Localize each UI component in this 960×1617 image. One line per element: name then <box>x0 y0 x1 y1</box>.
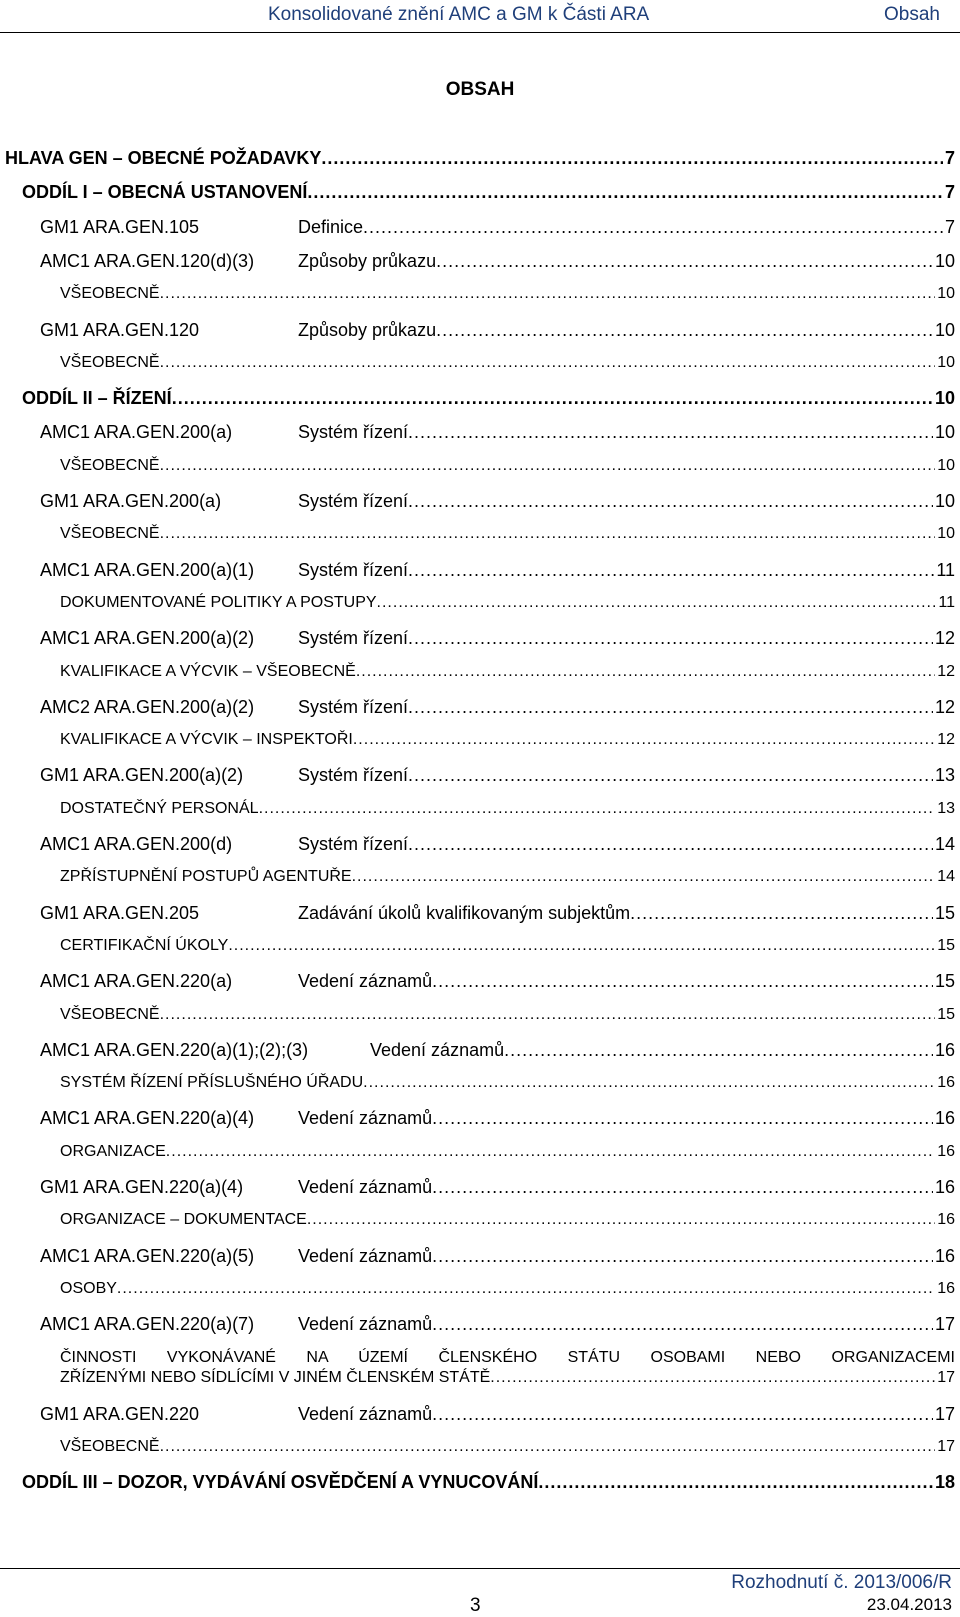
toc-page-number: 13 <box>934 765 955 786</box>
toc-entry-title: Vedení záznamů <box>298 1108 433 1129</box>
toc-entry-code: GM1 ARA.GEN.220(a)(4) <box>40 1177 298 1198</box>
toc-entry[interactable] <box>0 354 960 378</box>
toc-entry-title: ODDÍL I – OBECNÁ USTANOVENÍ <box>22 182 308 203</box>
toc-entry-title-line1: ČINNOSTI VYKONÁVANÉ NA ÚZEMÍ ČLENSKÉHO STÁTU OSOBAMI NEBO ORGANIZACEMI <box>60 1348 955 1366</box>
footer-page-number: 3 <box>470 1595 481 1616</box>
toc-section-heading[interactable] <box>0 1472 960 1496</box>
dot-leader <box>117 1280 935 1298</box>
toc-page-number: 12 <box>934 628 955 649</box>
dot-leader <box>490 1369 937 1387</box>
toc-page-number: 10 <box>937 456 955 474</box>
toc-entry[interactable] <box>0 525 960 549</box>
dot-leader <box>432 1177 933 1198</box>
toc-entry-title: ORGANIZACE – DOKUMENTACE <box>60 1211 307 1229</box>
toc-entry-title: VŠEOBECNĚ <box>60 1005 160 1023</box>
toc-entry-title: VŠEOBECNĚ <box>60 456 160 474</box>
toc-entry-code: GM1 ARA.GEN.205 <box>40 903 298 924</box>
dot-leader <box>160 1438 936 1456</box>
toc-entry-title: Systém řízení <box>298 765 409 786</box>
dot-leader <box>307 1211 935 1229</box>
dot-leader <box>538 1472 933 1493</box>
dot-leader <box>377 594 937 612</box>
dot-leader <box>172 388 933 409</box>
toc-entry-title: Vedení záznamů <box>370 1039 505 1060</box>
toc-entry[interactable] <box>0 1143 960 1167</box>
dot-leader <box>356 663 935 681</box>
dot-leader <box>408 834 933 855</box>
toc-entry[interactable] <box>0 560 960 584</box>
toc-page-number: 10 <box>934 388 955 409</box>
toc-page-number: 16 <box>934 1177 955 1197</box>
toc-page-number: 16 <box>937 1142 955 1160</box>
toc-entry[interactable] <box>0 1438 960 1462</box>
dot-leader <box>436 251 933 272</box>
dot-leader <box>408 422 933 443</box>
dot-leader <box>160 1006 936 1024</box>
toc-entry[interactable] <box>0 1006 960 1030</box>
toc-page-number: 10 <box>937 525 955 543</box>
toc-page-number: 14 <box>934 834 955 854</box>
toc-entry-code: AMC1 ARA.GEN.220(a)(1);(2);(3) <box>40 1040 370 1061</box>
toc-page-number: 10 <box>934 250 955 271</box>
toc-entry-code: AMC1 ARA.GEN.200(a)(2) <box>40 628 298 649</box>
toc-section-heading[interactable] <box>0 388 960 412</box>
toc-page-number: 10 <box>934 319 955 340</box>
page-title: OBSAH <box>445 79 515 100</box>
dot-leader <box>432 1108 933 1129</box>
toc-entry-title: Zadávání úkolů kvalifikovaným subjektům <box>298 902 631 923</box>
toc-page-number: 7 <box>944 148 955 168</box>
toc-page-number: 12 <box>937 731 955 749</box>
toc-entry[interactable] <box>0 1314 960 1338</box>
toc-page-number: 12 <box>934 696 955 717</box>
toc-page-number: 10 <box>934 491 955 511</box>
toc-entry-title: CERTIFIKAČNÍ ÚKOLY <box>60 936 229 954</box>
toc-entry-title: SYSTÉM ŘÍZENÍ PŘÍSLUŠNÉHO ÚŘADU <box>60 1074 364 1092</box>
toc-entry-code: AMC1 ARA.GEN.220(a)(7) <box>40 1314 298 1335</box>
toc-entry-title: Systém řízení <box>298 491 409 511</box>
toc-entry[interactable] <box>0 628 960 652</box>
dot-leader <box>408 560 934 581</box>
toc-entry[interactable] <box>0 1040 960 1064</box>
toc-entry-code: GM1 ARA.GEN.120 <box>40 320 298 341</box>
toc-entry-code: AMC1 ARA.GEN.200(a) <box>40 422 298 443</box>
toc-entry-code: AMC1 ARA.GEN.120(d)(3) <box>40 251 298 272</box>
dot-leader <box>630 903 933 924</box>
toc-section-heading[interactable] <box>0 182 960 206</box>
toc-page-number: 15 <box>934 902 955 923</box>
toc-entry[interactable] <box>0 663 960 687</box>
toc-entry-title: Způsoby průkazu <box>298 319 437 340</box>
toc-entry[interactable] <box>0 1211 960 1235</box>
toc-entry-title: Vedení záznamů <box>298 971 433 992</box>
toc-page-number: 10 <box>937 353 955 371</box>
toc-entry[interactable] <box>0 1404 960 1428</box>
toc-entry[interactable] <box>0 937 960 961</box>
toc-entry[interactable] <box>0 1108 960 1132</box>
toc-entry-code: AMC1 ARA.GEN.220(a)(5) <box>40 1246 298 1267</box>
dot-leader <box>160 354 936 372</box>
toc-entry-code: AMC1 ARA.GEN.200(a)(1) <box>40 560 298 581</box>
toc-entry-code: AMC1 ARA.GEN.200(d) <box>40 834 298 855</box>
dot-leader <box>160 285 936 303</box>
toc-page-number: 17 <box>937 1438 955 1456</box>
toc-entry-title: Systém řízení <box>298 422 409 443</box>
dot-leader <box>408 697 933 718</box>
toc-page-number: 16 <box>934 1245 955 1266</box>
dot-leader <box>166 1143 935 1161</box>
dot-leader <box>432 1404 933 1425</box>
toc-entry[interactable] <box>0 422 960 446</box>
toc-entry-title: Způsoby průkazu <box>298 250 437 271</box>
toc-entry-title: Vedení záznamů <box>298 1245 433 1266</box>
toc-entry-title: Vedení záznamů <box>298 1403 433 1424</box>
dot-leader <box>432 1246 933 1267</box>
toc-entry-title: ORGANIZACE <box>60 1142 166 1160</box>
toc-entry[interactable] <box>0 868 960 892</box>
toc-entry-title: VŠEOBECNĚ <box>60 1438 160 1456</box>
toc-entry-title: HLAVA GEN – OBECNÉ POŽADAVKY <box>5 148 322 168</box>
dot-leader <box>408 491 933 512</box>
toc-page-number: 15 <box>937 936 955 954</box>
toc-entry-code: AMC1 ARA.GEN.220(a) <box>40 971 298 992</box>
toc-entry-title: DOSTATEČNÝ PERSONÁL <box>60 799 259 817</box>
toc-entry-code: AMC2 ARA.GEN.200(a)(2) <box>40 697 298 718</box>
toc-entry-title: Systém řízení <box>298 834 409 854</box>
header-section-name: Obsah <box>884 4 940 25</box>
toc-page-number: 7 <box>944 182 955 203</box>
toc-page-number: 11 <box>938 593 955 611</box>
toc-entry-title: ODDÍL III – DOZOR, VYDÁVÁNÍ OSVĚDČENÍ A VYNUCOVÁNÍ <box>22 1472 539 1493</box>
toc-page-number: 7 <box>944 216 955 237</box>
toc-entry-title: KVALIFIKACE A VÝCVIK – INSPEKTOŘI <box>60 731 353 749</box>
toc-entry[interactable] <box>0 903 960 927</box>
dot-leader <box>228 937 935 955</box>
toc-entry[interactable] <box>0 765 960 789</box>
toc-page-number: 10 <box>937 285 955 303</box>
toc-entry-code: GM1 ARA.GEN.220 <box>40 1404 298 1425</box>
toc-page-number: 13 <box>937 799 955 817</box>
toc-page-number: 11 <box>936 559 955 580</box>
toc-entry-code: GM1 ARA.GEN.105 <box>40 217 298 238</box>
toc-entry[interactable] <box>0 285 960 309</box>
toc-entry-code: GM1 ARA.GEN.200(a)(2) <box>40 765 298 786</box>
toc-page-number: 16 <box>937 1074 955 1092</box>
toc-entry[interactable] <box>0 800 960 824</box>
toc-page-number: 17 <box>937 1368 955 1386</box>
toc-page-number: 16 <box>934 1108 955 1129</box>
toc-section-heading[interactable] <box>0 148 960 172</box>
toc-page-number: 17 <box>934 1314 955 1335</box>
toc-entry-title: VŠEOBECNĚ <box>60 285 160 303</box>
toc-entry-code: GM1 ARA.GEN.200(a) <box>40 491 298 512</box>
toc-entry-title: DOKUMENTOVANÉ POLITIKY A POSTUPY <box>60 593 377 611</box>
page-header <box>0 4 960 30</box>
toc-entry-title: Vedení záznamů <box>298 1177 433 1197</box>
toc-entry-title-line2: ZŘÍZENÝMI NEBO SÍDLÍCÍMI V JINÉM ČLENSKÉM STÁTĚ <box>60 1368 491 1386</box>
toc-page-number: 15 <box>937 1005 955 1023</box>
dot-leader <box>504 1040 933 1061</box>
toc-entry-title: Systém řízení <box>298 559 409 580</box>
toc-page-number: 18 <box>934 1472 955 1493</box>
toc-entry[interactable] <box>0 1349 960 1393</box>
dot-leader <box>160 457 936 475</box>
toc-page-number: 17 <box>934 1403 955 1424</box>
toc-entry-title: VŠEOBECNĚ <box>60 525 160 543</box>
toc-page-number: 16 <box>937 1211 955 1229</box>
dot-leader <box>432 1314 933 1335</box>
toc-entry-title: ZPŘÍSTUPNĚNÍ POSTUPŮ AGENTUŘE <box>60 868 352 886</box>
toc-entry-title: Systém řízení <box>298 696 409 717</box>
toc-entry[interactable] <box>0 1246 960 1270</box>
dot-leader <box>432 971 933 992</box>
footer-decision: Rozhodnutí č. 2013/006/R <box>731 1572 952 1593</box>
dot-leader <box>436 320 933 341</box>
toc-entry[interactable] <box>0 971 960 995</box>
toc-entry-title: KVALIFIKACE A VÝCVIK – VŠEOBECNĚ <box>60 662 356 680</box>
dot-leader <box>408 765 933 786</box>
toc-entry-title: ODDÍL II – ŘÍZENÍ <box>22 388 172 409</box>
toc-page-number: 12 <box>937 662 955 680</box>
dot-leader <box>408 628 933 649</box>
toc-entry[interactable] <box>0 731 960 755</box>
dot-leader <box>321 148 943 169</box>
toc-entry[interactable] <box>0 834 960 858</box>
toc-page-number: 16 <box>937 1279 955 1297</box>
toc-entry[interactable] <box>0 320 960 344</box>
toc-entry[interactable] <box>0 217 960 241</box>
toc-entry-title: Systém řízení <box>298 628 409 649</box>
toc-entry[interactable] <box>0 594 960 618</box>
header-divider <box>0 32 960 33</box>
dot-leader <box>363 1074 935 1092</box>
toc-entry[interactable] <box>0 1074 960 1098</box>
toc-page-number: 14 <box>937 868 955 886</box>
toc-entry-title: VŠEOBECNĚ <box>60 353 160 371</box>
toc-page-number: 10 <box>934 422 955 443</box>
toc-page-number: 15 <box>934 971 955 992</box>
footer-date: 23.04.2013 <box>866 1595 952 1614</box>
toc-entry[interactable] <box>0 457 960 481</box>
dot-leader <box>259 800 936 818</box>
toc-entry-title: Vedení záznamů <box>298 1314 433 1335</box>
header-document-title: Konsolidované znění AMC a GM k Části ARA <box>268 4 650 25</box>
footer-divider <box>0 1568 960 1569</box>
toc-entry-code: AMC1 ARA.GEN.220(a)(4) <box>40 1108 298 1129</box>
toc-entry[interactable] <box>0 491 960 515</box>
toc-entry-title: OSOBY <box>60 1279 117 1297</box>
toc-entry-title: Definice <box>298 216 364 237</box>
toc-page-number: 16 <box>934 1039 955 1060</box>
toc-entry[interactable] <box>0 1177 960 1201</box>
dot-leader <box>353 731 935 749</box>
toc-entry[interactable] <box>0 697 960 721</box>
toc-entry[interactable] <box>0 1280 960 1304</box>
dot-leader <box>352 868 936 886</box>
dot-leader <box>307 182 943 203</box>
dot-leader <box>160 525 936 543</box>
dot-leader <box>363 217 943 238</box>
toc-entry[interactable] <box>0 251 960 275</box>
